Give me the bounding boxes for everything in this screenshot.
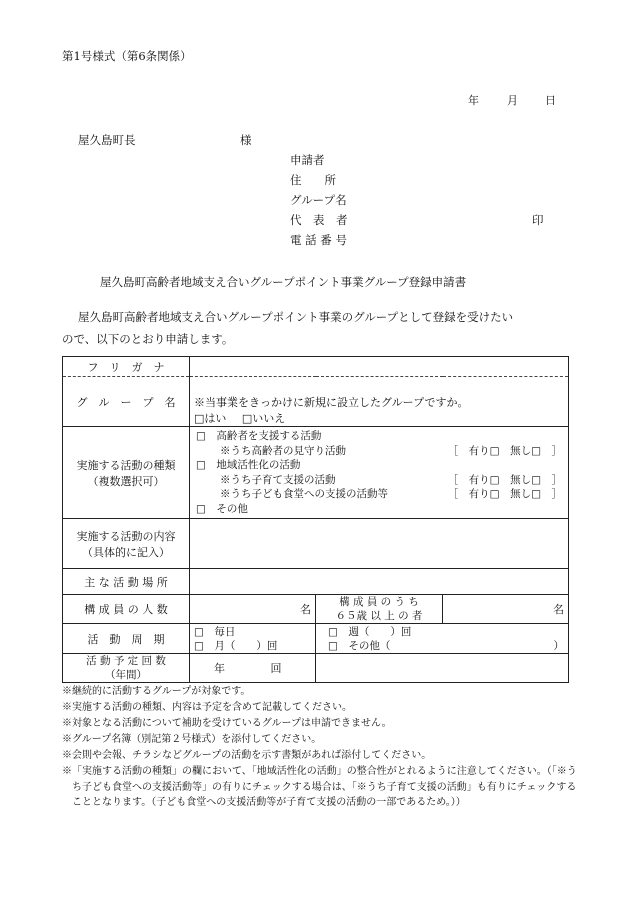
activity-option-kids-cafeteria[interactable]: ※うち子ども食堂への支援の活動等 ［ 有り□ 無し□ ］	[220, 488, 562, 500]
new-group-yes-checkbox[interactable]: □はい	[194, 411, 227, 425]
new-group-question: ※当事業をきっかけに新規に設立したグループですか。	[194, 395, 469, 409]
intro-line-2: ので、以下のとおり申請します。	[62, 332, 234, 346]
activity-option-watching[interactable]: ※うち高齢者の見守り活動 ［ 有り□ 無し□ ］	[220, 444, 562, 457]
cycle-daily-option[interactable]: □ 毎日	[194, 625, 236, 638]
members-65-label-line1: 構 成 員 の う ち	[339, 596, 419, 608]
activity-type-label-main: 実施する活動の種類	[76, 458, 176, 472]
addressee-name: 屋久島町長	[78, 133, 136, 147]
members-65-label-line2: ６５歳 以 上 の 者	[335, 610, 423, 622]
new-group-no-checkbox[interactable]: □いいえ	[241, 411, 286, 425]
activity-count-times: 回	[270, 662, 282, 675]
activity-option-other[interactable]: □ その他	[196, 502, 248, 515]
applicant-header: 申請者	[290, 153, 325, 167]
activity-type-label	[63, 427, 190, 519]
cycle-monthly-option[interactable]: □ 月（ ）回	[194, 639, 278, 652]
application-table	[62, 356, 569, 683]
date-month-label: 月	[507, 94, 518, 107]
members-count-field[interactable]	[190, 595, 316, 624]
group-name-label: グ ル ー プ 名	[63, 377, 190, 427]
date-day-label: 日	[545, 94, 556, 107]
applicant-phone-label: 電 話 番 号	[290, 233, 347, 247]
activity-count-label	[63, 654, 190, 683]
activity-option-elderly[interactable]: □ 高齢者を支援する活動	[196, 430, 322, 442]
note-6: ※「実施する活動の種類」の欄において、「地域活性化の活動」の整合性がとれるように注意してください。（「※うち子ども食堂への支援活動等」の有りにチェックする場合は、「※うち子育て支援の活動」も有りにチェックすることとなります。（子ども食堂への支援活動等が子育て支援の活動の一部であるため。））	[62, 766, 577, 808]
note-2: ※実施する活動の種類、内容は予定を含めて記載してください。	[62, 702, 352, 713]
form-number: 第1号様式（第6条関係）	[62, 49, 192, 63]
cycle-weekly-option[interactable]: □ 週（ ）回	[328, 625, 412, 638]
activity-content-field[interactable]	[190, 519, 569, 569]
seal-mark: 印	[532, 213, 544, 227]
activity-content-label	[63, 519, 190, 569]
members-65-unit: 名	[553, 603, 564, 616]
activity-content-label-main: 実施する活動の内容	[76, 529, 176, 543]
document-title: 屋久島町高齢者地域支え合いグループポイント事業グループ登録申請書	[100, 275, 467, 289]
activity-count-blank	[316, 654, 569, 683]
applicant-representative-label: 代 表 者	[290, 213, 348, 227]
furigana-label: フ リ ガ ナ	[63, 357, 190, 377]
activity-place-field[interactable]	[190, 569, 569, 595]
members-65-label	[316, 595, 443, 624]
applicant-address-label: 住 所	[290, 173, 336, 187]
activity-type-options	[190, 427, 569, 519]
date-year-label: 年	[468, 94, 479, 107]
cycle-other-option[interactable]: □ その他（ ）	[328, 639, 564, 652]
members-65-field[interactable]	[443, 595, 569, 624]
activity-count-label-line1: 活 動 予 定 回 数	[86, 655, 166, 667]
activity-cycle-label: 活 動 周 期	[63, 624, 190, 654]
note-1: ※継続的に活動するグループが対象です。	[62, 686, 251, 697]
activity-count-field[interactable]	[190, 654, 316, 683]
note-5: ※会則や会報、チラシなどグループの活動を示す書類があれば添付してください。	[62, 750, 432, 761]
activity-count-year: 年	[214, 662, 225, 675]
activity-place-label: 主 な 活 動 場 所	[63, 569, 190, 595]
activity-cycle-right	[316, 624, 569, 654]
members-count-label: 構 成 員 の 人 数	[63, 595, 190, 624]
activity-type-label-sub: （複数選択可）	[87, 474, 165, 488]
activity-content-label-sub: （具体的に記入）	[82, 545, 170, 559]
members-count-unit: 名	[300, 603, 311, 616]
addressee-honorific: 様	[240, 133, 252, 147]
activity-option-community[interactable]: □ 地域活性化の活動	[196, 459, 301, 471]
applicant-group-name-label: グループ名	[290, 193, 347, 207]
furigana-field[interactable]	[190, 357, 569, 377]
activity-count-label-line2: （年間）	[105, 669, 147, 681]
note-4: ※グループ名簿（別記第２号様式）を添付してください。	[62, 734, 322, 745]
note-3: ※対象となる活動について補助を受けているグループは申請できません。	[62, 718, 392, 729]
group-name-field[interactable]	[190, 377, 569, 427]
activity-option-childcare[interactable]: ※うち子育て支援の活動 ［ 有り□ 無し□ ］	[220, 473, 562, 486]
intro-line-1: 屋久島町高齢者地域支え合いグループポイント事業のグループとして登録を受けたい	[78, 310, 514, 324]
activity-cycle-left	[190, 624, 316, 654]
